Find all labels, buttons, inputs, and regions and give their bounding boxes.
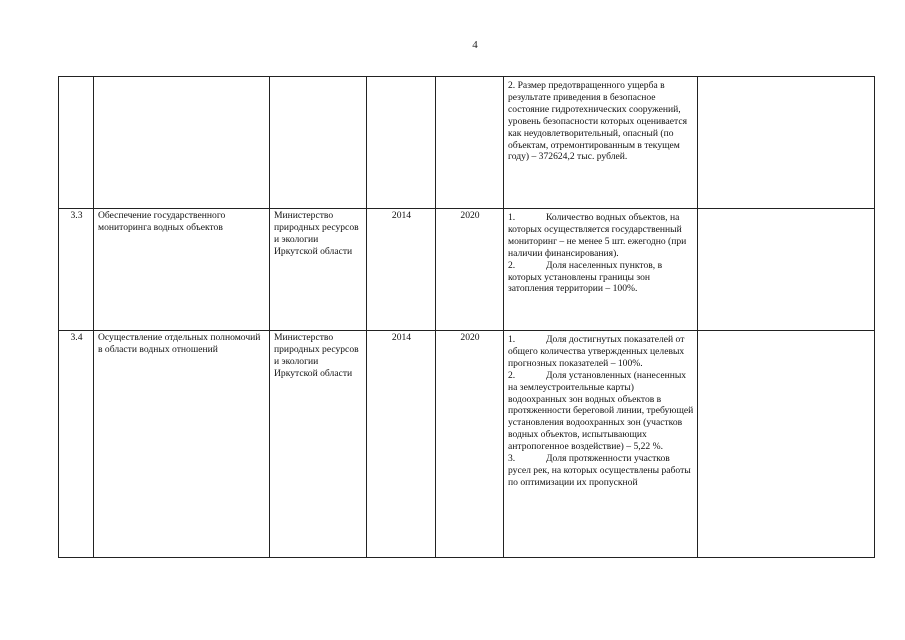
indicator-text: Количество водных объектов, на которых осуществляется государственный мониторинг – не менее 5 шт. ежегодно (при наличии финансирования). bbox=[508, 212, 687, 259]
indicator-number: 3. bbox=[508, 453, 516, 465]
indicator-item bbox=[508, 210, 694, 260]
year-end-cell bbox=[436, 77, 504, 209]
measure-name-cell bbox=[94, 77, 270, 209]
indicators-cell bbox=[504, 209, 698, 331]
indicator-item bbox=[508, 332, 694, 370]
empty-cell bbox=[698, 209, 875, 331]
page-number: 4 bbox=[472, 39, 478, 51]
table-row bbox=[59, 331, 875, 558]
indicator-number: 1. bbox=[508, 212, 516, 223]
executor-cell: Министерство природных ресурсов и экологии Иркутской области bbox=[270, 331, 367, 558]
indicator-text: Доля достигнутых показателей от общего количества утвержденных целевых прогнозных показателей – 100%. bbox=[508, 334, 685, 369]
table-row bbox=[59, 77, 875, 209]
indicator-text: Доля установленных (нанесенных на землеустроительные карты) водоохранных зон водных объектов в протяженности береговой линии, требующей установления водоохранных зон (участков водных объектов, испытывающих антропогенное воздействие) – 5,22 %. bbox=[508, 369, 694, 453]
indicators-cell bbox=[504, 331, 698, 558]
indicator-text: 2. Размер предотвращенного ущерба в результате приведения в безопасное состояние гидротехнических сооружений, уровень безопасности которых оценивается как неудовлетворительный, опасный (по объектам, отремонтированным в текущем году) – 372624,2 тыс. рублей. bbox=[508, 80, 687, 163]
row-number-cell: 3.3 bbox=[59, 209, 94, 331]
measure-name-cell: Осуществление отдельных полномочий в области водных отношений bbox=[94, 331, 270, 558]
empty-cell bbox=[698, 331, 875, 558]
table-row bbox=[59, 209, 875, 331]
executor-cell bbox=[270, 77, 367, 209]
year-end-cell: 2020 bbox=[436, 331, 504, 558]
program-table bbox=[58, 76, 875, 558]
row-number-cell bbox=[59, 77, 94, 209]
measure-name-cell: Обеспечение государственного мониторинга водных объектов bbox=[94, 209, 270, 331]
indicator-text: Доля населенных пунктов, в которых установлены границы зон затопления территории – 100%. bbox=[508, 259, 663, 295]
year-start-cell: 2014 bbox=[367, 209, 436, 331]
year-start-cell bbox=[367, 77, 436, 209]
empty-cell bbox=[698, 77, 875, 209]
indicator-number: 2. bbox=[508, 259, 516, 271]
indicator-number: 2. bbox=[508, 369, 516, 381]
indicator-item bbox=[508, 453, 694, 489]
indicators-cell bbox=[504, 77, 698, 209]
year-start-cell: 2014 bbox=[367, 331, 436, 558]
indicator-text: Доля протяженности участков русел рек, на которых осуществлены работы по оптимизации их пропускной bbox=[508, 453, 691, 488]
indicator-number: 1. bbox=[508, 334, 516, 345]
indicator-item bbox=[508, 370, 694, 453]
indicator-item bbox=[508, 260, 694, 296]
row-number-cell: 3.4 bbox=[59, 331, 94, 558]
executor-cell: Министерство природных ресурсов и экологии Иркутской области bbox=[270, 209, 367, 331]
year-end-cell: 2020 bbox=[436, 209, 504, 331]
